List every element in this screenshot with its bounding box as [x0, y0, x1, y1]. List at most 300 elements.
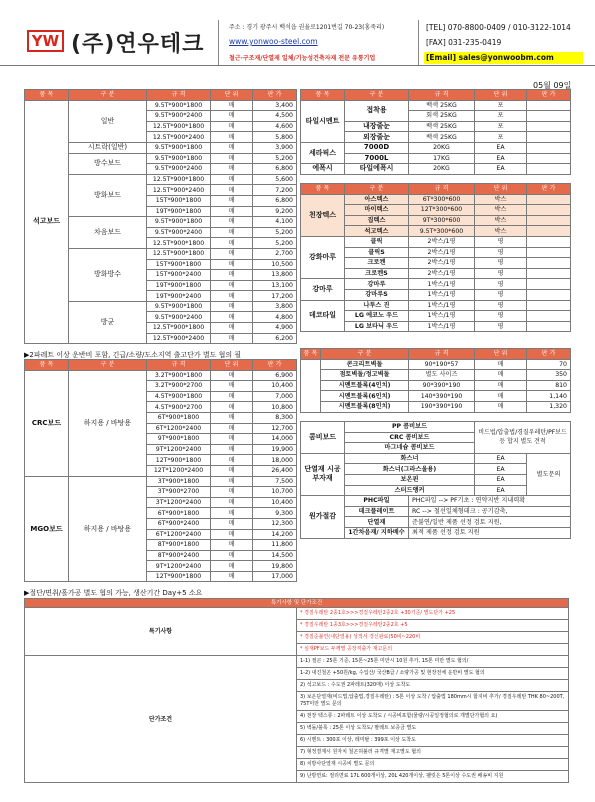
unit-cell: 매 [211, 323, 253, 334]
col-spec: 규 격 [409, 184, 475, 195]
unit-cell: 매 [211, 423, 253, 434]
terms-text: * 경질준불연(내단열용) 성적서 경신완료(50비~220비 [297, 632, 569, 644]
unit-cell: 매 [211, 381, 253, 392]
price-cell [527, 142, 571, 153]
price-cell: 18,000 [253, 455, 297, 466]
price-cell: 3,800 [253, 301, 297, 312]
price-cell: 8,300 [253, 412, 297, 423]
col-price: 판 가 [253, 360, 297, 371]
type-label: 클릭 [345, 236, 409, 247]
header-divider [218, 20, 219, 65]
spec-cell: 12T*300*600 [409, 205, 475, 216]
unit-cell: 포 [475, 132, 527, 143]
spec-cell: 12.5T*900*2400 [147, 185, 211, 196]
spec-cell: 9T*300*600 [409, 215, 475, 226]
price-cell: 14,000 [253, 434, 297, 445]
tagline: 철근·구조재/단열재 일체/기능성건축자재 전문 유통기업 [229, 55, 376, 62]
unit-cell: 평 [475, 289, 527, 300]
price-cell: 70 [527, 359, 571, 370]
type-label: 화스너(그라스울용) [345, 464, 475, 475]
item-label: 천장텍스 [301, 194, 345, 236]
unit-cell: 매 [211, 561, 253, 572]
unit-cell: EA [475, 142, 527, 153]
col-price: 판 가 [527, 184, 571, 195]
spec-cell: 12T*900*1800 [147, 571, 211, 582]
price-cell [527, 279, 571, 290]
spec-cell: 9T*900*1800 [147, 434, 211, 445]
spec-cell: 12.5T*900*1800 [147, 174, 211, 185]
type-label: PHC파일 [345, 496, 409, 507]
unit-cell: 평 [475, 268, 527, 279]
unit-cell: 매 [211, 391, 253, 402]
spec-cell: 12.5T*900*2400 [147, 132, 211, 143]
type-label: LG 에코노 우드 [345, 311, 409, 322]
price-cell [527, 311, 571, 322]
type-label: 데크플레이트 [345, 506, 409, 517]
unit-cell: 매 [475, 401, 527, 412]
price-cell: 9,300 [253, 508, 297, 519]
brick-block-table [300, 348, 571, 413]
type-label: 콘크리트벽돌 [321, 359, 409, 370]
col-type: 구 분 [69, 360, 147, 371]
unit-cell: 매 [211, 540, 253, 551]
type-label: 집텍스 [345, 215, 409, 226]
unit-cell: 매 [211, 259, 253, 270]
spec-cell: 20KG [409, 164, 475, 175]
unit-cell: 매 [211, 571, 253, 582]
combi-insulation-table [300, 421, 571, 539]
price-cell [527, 100, 571, 111]
price-cell [527, 111, 571, 122]
type-label: 방수보드 [69, 153, 147, 174]
unit-cell: 매 [211, 434, 253, 445]
price-cell: 10,700 [253, 487, 297, 498]
terms-text: 7) 형정결재시 원자치 철곤허불러 규격별 재고별도 협의 [297, 747, 569, 759]
col-item: 품 목 [25, 90, 69, 101]
spec-cell: 9.5T*900*1800 [147, 217, 211, 228]
price-cell [527, 215, 571, 226]
crc-mgo-table [24, 359, 297, 582]
group-label: MGO보드 [25, 476, 69, 582]
type-label: 점토벽돌/정고벽돌 [321, 370, 409, 381]
type-label: 시트락(일반) [69, 142, 147, 153]
company-logo: YW [27, 30, 64, 52]
spec-cell: 90*190*57 [409, 359, 475, 370]
item-label: 강마루 [301, 279, 345, 300]
tel: [TEL] 070-8800-0409 / 010-3122-1014 [426, 23, 571, 32]
table-row [301, 100, 571, 111]
type-label: 차음보드 [69, 217, 147, 249]
price-cell: 5,600 [253, 174, 297, 185]
spec-cell: 12.5T*900*1800 [147, 121, 211, 132]
price-cell: 5,200 [253, 153, 297, 164]
unit-cell: EA [475, 474, 527, 485]
spec-cell: 2박스/1평 [409, 258, 475, 269]
table-row [301, 380, 571, 391]
table-row [301, 279, 571, 290]
price-cell [527, 132, 571, 143]
unit-cell: 매 [211, 487, 253, 498]
price-cell: 26,400 [253, 465, 297, 476]
unit-cell: 매 [211, 312, 253, 323]
spec-cell: 9.5T*900*2400 [147, 312, 211, 323]
spec-cell: 2박스/1평 [409, 247, 475, 258]
price-cell: 7,200 [253, 185, 297, 196]
spec-cell: 9.5T*900*1800 [147, 153, 211, 164]
type-label: 하지용 / 바탕용 [69, 370, 147, 476]
type-label: 일반 [69, 100, 147, 142]
section2-footnote: ▶절단/면취/흘가공 별도 협의 가능, 생산기간 Day+5 소요 [24, 589, 203, 597]
price-cell [527, 321, 571, 332]
unit-cell: 매 [211, 153, 253, 164]
col-unit: 단 위 [475, 184, 527, 195]
spec-cell: 12.5T*900*2400 [147, 333, 211, 344]
price-cell: 4,900 [253, 323, 297, 334]
item-label: 데코타일 [301, 300, 345, 332]
price-cell [527, 205, 571, 216]
spec-cell: 12T*1200*2400 [147, 465, 211, 476]
unit-cell: 매 [211, 238, 253, 249]
spec-cell: 1박스/1평 [409, 311, 475, 322]
terms-text: 1-2) 내진철곤 +50원/kg, 수입산/ 국산B급 / 소량가공 및 현장전체 운반비 별도 협의 [297, 668, 569, 680]
unit-cell: 매 [211, 164, 253, 175]
table-row [301, 370, 571, 381]
note-cell: 준불연/일반 제품 선정 검토 지원, [409, 517, 571, 528]
spec-cell: 백색 25KG [409, 121, 475, 132]
unit-cell: 매 [211, 291, 253, 302]
spec-cell: 17KG [409, 153, 475, 164]
spec-cell: 6T*1200*2400 [147, 423, 211, 434]
type-label: PP 콤비보드 [345, 422, 475, 433]
type-label: 아스텍스 [345, 194, 409, 205]
price-cell [527, 194, 571, 205]
note-cell: 비드법/압출법/경질우레탄/PF보드 등 합지 별도 견적 [475, 422, 571, 454]
terms-label: 특기사항 [25, 608, 297, 656]
spec-cell: 4.5T*900*2700 [147, 402, 211, 413]
price-cell: 2,700 [253, 248, 297, 259]
table-row [301, 359, 571, 370]
unit-cell: 평 [475, 236, 527, 247]
terms-text: 8) 치방사단열재 시공비 별도 문의 [297, 759, 569, 771]
terms-text: 2) 석고보드 : 수도권 2파레트(320매) 이상 도착도 [297, 680, 569, 692]
spec-cell: 2박스/1평 [409, 236, 475, 247]
item-label: 강화마루 [301, 236, 345, 278]
type-label: 보온핀 [345, 474, 475, 485]
price-cell: 13,100 [253, 280, 297, 291]
terms-header: 특기사항 및 단가조건 [25, 599, 569, 608]
price-cell: 6,900 [253, 370, 297, 381]
spec-cell: 12.5T*900*1800 [147, 323, 211, 334]
unit-cell: 매 [211, 518, 253, 529]
unit-cell: 매 [211, 508, 253, 519]
header-rule [0, 65, 595, 66]
unit-cell: 매 [211, 280, 253, 291]
spec-cell: 3.2T*900*1800 [147, 370, 211, 381]
col-unit: 단 위 [211, 90, 253, 101]
spec-cell: 6T*900*1800 [147, 412, 211, 423]
col-unit: 단 위 [475, 90, 527, 101]
price-cell: 4,600 [253, 121, 297, 132]
price-cell: 810 [527, 380, 571, 391]
unit-cell: 평 [475, 311, 527, 322]
terms-text: * 경질우레탄 1종3호>>>경질우레탄2종2호 +5 [297, 620, 569, 632]
unit-cell: 매 [211, 301, 253, 312]
unit-cell: EA [475, 485, 527, 496]
spec-cell: 9.5T*900*2400 [147, 111, 211, 122]
price-cell: 17,200 [253, 291, 297, 302]
unit-cell: 매 [211, 142, 253, 153]
price-cell: 1,320 [527, 401, 571, 412]
unit-cell: 평 [475, 321, 527, 332]
address: 주소 : 경기 광주시 백석읍 권율로1201번길 70-23(홍죽리) [229, 24, 385, 31]
email[interactable]: [Email] sales@yonwoobm.com [424, 52, 583, 64]
group-label: 석고보드 [25, 100, 69, 344]
price-cell: 7,500 [253, 476, 297, 487]
price-cell: 14,200 [253, 529, 297, 540]
price-cell: 12,700 [253, 423, 297, 434]
unit-cell: 매 [211, 529, 253, 540]
unit-cell: 평 [475, 258, 527, 269]
spec-cell: 90*390*190 [409, 380, 475, 391]
col-item: 품 목 [301, 184, 345, 195]
col-unit: 단 위 [211, 360, 253, 371]
unit-cell: 매 [211, 402, 253, 413]
price-cell [527, 300, 571, 311]
spec-cell: 4.5T*900*1800 [147, 391, 211, 402]
col-spec: 규 격 [409, 349, 475, 360]
col-type: 구 분 [345, 184, 409, 195]
price-cell: 9,200 [253, 206, 297, 217]
table-row [25, 370, 297, 381]
unit-cell: EA [475, 453, 527, 464]
type-label: 7000L [345, 153, 409, 164]
price-cell: 6,200 [253, 333, 297, 344]
price-cell: 350 [527, 370, 571, 381]
header [0, 0, 595, 66]
unit-cell: 매 [211, 455, 253, 466]
type-label: 나투스 진 [345, 300, 409, 311]
item-label [301, 359, 321, 412]
note-cell: RC --> 철선일체형데크 : 공기감축, [409, 506, 571, 517]
table-row [301, 142, 571, 153]
price-cell [527, 226, 571, 237]
type-label: 시멘트블록(8인치) [321, 401, 409, 412]
section1-footnote: ▶2파레트 이상 운반비 포함, 긴급/소량/도소지역 출고단가 별도 협의 필 [24, 351, 242, 359]
type-label: 7000D [345, 142, 409, 153]
unit-cell: 매 [475, 359, 527, 370]
type-label: 강마루S [345, 289, 409, 300]
spec-cell: 19T*900*1800 [147, 280, 211, 291]
spec-cell: 9.5T*900*1800 [147, 100, 211, 111]
price-cell: 12,300 [253, 518, 297, 529]
unit-cell: EA [475, 153, 527, 164]
type-label: 시멘트블록(4인치) [321, 380, 409, 391]
type-label: 클릭S [345, 247, 409, 258]
unit-cell: 매 [211, 195, 253, 206]
type-label: 방균 [69, 301, 147, 343]
col-spec: 규 격 [147, 90, 211, 101]
unit-cell: 매 [211, 185, 253, 196]
type-label: 크로켄S [345, 268, 409, 279]
type-label: 시멘트블록(6인치) [321, 391, 409, 402]
table-row [301, 194, 571, 205]
spec-cell: 6T*900*2400 [147, 518, 211, 529]
table-row [301, 422, 571, 433]
type-label: 석고텍스 [345, 226, 409, 237]
unit-cell: 매 [211, 550, 253, 561]
item-label: 단열재 시공부자재 [301, 453, 345, 495]
unit-cell: 매 [475, 380, 527, 391]
note-cell: 별도문의 [527, 453, 571, 495]
col-price: 판 가 [527, 349, 571, 360]
spec-cell: 15T*900*2400 [147, 270, 211, 281]
spec-cell: 15T*900*1800 [147, 195, 211, 206]
unit-cell: 매 [211, 370, 253, 381]
website-link[interactable]: www.yonwoo-steel.com [229, 37, 318, 46]
price-cell: 17,000 [253, 571, 297, 582]
type-label: 스터드앵커 [345, 485, 475, 496]
table-row [301, 236, 571, 247]
type-label: 마그네슘 콤비보드 [345, 443, 475, 454]
price-cell [527, 247, 571, 258]
price-cell: 3,400 [253, 100, 297, 111]
type-label: 강마루 [345, 279, 409, 290]
unit-cell: 매 [211, 111, 253, 122]
unit-cell: 포 [475, 121, 527, 132]
item-label: 타일시멘트 [301, 100, 345, 142]
unit-cell: EA [475, 464, 527, 475]
type-label: 단열재 [345, 517, 409, 528]
header-divider [418, 20, 419, 65]
unit-cell: 박스 [475, 205, 527, 216]
spec-cell: 회색 25KG [409, 111, 475, 122]
price-cell [527, 289, 571, 300]
col-unit: 단 위 [475, 349, 527, 360]
type-label: 접착용 [345, 100, 409, 121]
type-label: 마이텍스 [345, 205, 409, 216]
item-label: 콤비보드 [301, 422, 345, 454]
gypsum-board-table [24, 89, 297, 344]
table-row [301, 453, 571, 464]
terms-label: 단가조건 [25, 656, 297, 783]
spec-cell: 백색 25KG [409, 100, 475, 111]
unit-cell: 포 [475, 100, 527, 111]
price-cell: 1,140 [527, 391, 571, 402]
terms-text: 6) 시멘트 : 300포 이상, 레미탈 : 399포 이상 도착도 [297, 735, 569, 747]
terms-table [24, 598, 569, 783]
table-row [301, 300, 571, 311]
col-item: 품 목 [25, 360, 69, 371]
terms-row [25, 656, 569, 668]
spec-cell: 12.5T*900*1800 [147, 238, 211, 249]
price-cell: 10,400 [253, 497, 297, 508]
price-cell [527, 258, 571, 269]
type-label: 화스너 [345, 453, 475, 464]
price-cell: 4,800 [253, 312, 297, 323]
price-cell: 4,100 [253, 217, 297, 228]
spec-cell: 19T*900*2400 [147, 291, 211, 302]
unit-cell: 평 [475, 247, 527, 258]
table-row [301, 496, 571, 507]
unit-cell: 매 [475, 370, 527, 381]
type-label: 1간차음재/ 지하배수 [345, 527, 409, 538]
col-type: 구 분 [69, 90, 147, 101]
spec-cell: 12.5T*900*1800 [147, 248, 211, 259]
unit-cell: 매 [211, 497, 253, 508]
unit-cell: 매 [211, 465, 253, 476]
type-label: 하지용 / 바탕용 [69, 476, 147, 582]
unit-cell: EA [475, 164, 527, 175]
spec-cell: 19T*900*1800 [147, 206, 211, 217]
table-row [25, 100, 297, 111]
unit-cell: 매 [211, 206, 253, 217]
spec-cell: 140*390*190 [409, 391, 475, 402]
spec-cell: 1박스/1평 [409, 289, 475, 300]
unit-cell: 매 [211, 100, 253, 111]
spec-cell: 20KG [409, 142, 475, 153]
terms-text: 1-1) 절곤 : 25톤 기준, 15톤~25톤 미만시 10원 추가, 15톤 미만 별도 협의/ [297, 656, 569, 668]
unit-cell: 매 [211, 333, 253, 344]
note-cell: 최적 제품 선정 검토 지원 [409, 527, 571, 538]
unit-cell: 매 [211, 174, 253, 185]
table-row [301, 391, 571, 402]
terms-text: 9) 난방면료: 절리면료 17L 600개이상, 20L 420개이상, 팰릿은 5톤이상 수도권 배송비 지원 [297, 771, 569, 783]
price-cell: 6,800 [253, 164, 297, 175]
price-cell: 7,000 [253, 391, 297, 402]
item-label: 원가절감 [301, 496, 345, 538]
spec-cell: 6T*300*600 [409, 194, 475, 205]
terms-row [25, 608, 569, 620]
spec-cell: 3T*1200*2400 [147, 497, 211, 508]
col-spec: 규 격 [147, 360, 211, 371]
price-cell: 4,500 [253, 111, 297, 122]
table-row [301, 164, 571, 175]
unit-cell: 매 [211, 248, 253, 259]
spec-cell: 6T*900*1800 [147, 508, 211, 519]
spec-cell: 1박스/1평 [409, 321, 475, 332]
unit-cell: 박스 [475, 194, 527, 205]
col-item: 품 목 [301, 349, 321, 360]
spec-cell: 190*390*190 [409, 401, 475, 412]
spec-cell: 6T*1200*2400 [147, 529, 211, 540]
spec-cell: 8T*900*2400 [147, 550, 211, 561]
unit-cell: 매 [211, 227, 253, 238]
price-cell: 5,800 [253, 132, 297, 143]
price-cell [527, 121, 571, 132]
unit-cell: 매 [211, 412, 253, 423]
spec-cell: 백색 25KG [409, 132, 475, 143]
terms-text: * 경질우레탄 2종1호>>>경질우레탄2종2호 +30기준/ 별도단가 +25 [297, 608, 569, 620]
price-cell [527, 164, 571, 175]
fax: [FAX] 031-235-0419 [426, 38, 502, 47]
spec-cell: 별도 사이즈 [409, 370, 475, 381]
price-cell: 13,800 [253, 270, 297, 281]
price-cell [527, 268, 571, 279]
unit-cell: 매 [211, 121, 253, 132]
unit-cell: 평 [475, 279, 527, 290]
spec-cell: 3T*900*1800 [147, 476, 211, 487]
price-cell: 19,800 [253, 561, 297, 572]
price-cell: 10,500 [253, 259, 297, 270]
table-row [25, 476, 297, 487]
spec-cell: 9.5T*300*600 [409, 226, 475, 237]
spec-cell: 1박스/1평 [409, 279, 475, 290]
spec-cell: 9T*1200*2400 [147, 561, 211, 572]
note-cell: PHC파일 --> PF기초 : 연약지반 지내력확 [409, 496, 571, 507]
terms-text: 3) 보온단열재(비드법,압출법,경질우레탄) : 5톤 이상 도착 / 압출법 180mm시 합지비 추가/ 경질우레탄 THK 80~200T, 75T미만 별도 문의 [297, 692, 569, 711]
terms-text: 5) 벽돌/블록 : 25톤 이상 도착도/ 팔레트 보증금 별도 [297, 723, 569, 735]
col-item: 품 목 [301, 90, 345, 101]
